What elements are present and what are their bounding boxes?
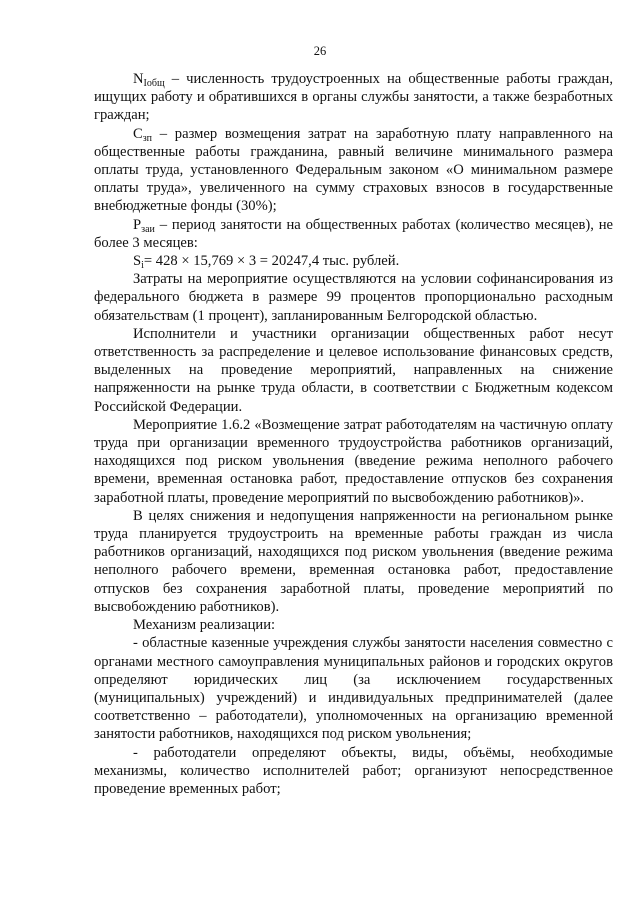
definition-text: – период занятости на общественных работах (количество месяцев), не более 3 месяцев: xyxy=(94,216,613,251)
formula-symbol: S xyxy=(133,253,142,270)
symbol: Р xyxy=(133,216,142,233)
definition-text: – размер возмещения затрат на заработную плату направленного на общественные работы гражданина, равный величине минимального размера оплаты труда, установленного Федеральным законом «О минимальном размере оплаты труда», увеличенного на сумму страховых взносов в государственные внебюджетные фонды (30%); xyxy=(94,125,613,215)
list-item-employment-agencies: - областные казенные учреждения службы занятости населения совместно с органами местного самоуправления муниципальных районов и городских округов определяют юридических лиц (за исключением государственных (муниципальных) учреждений) и индивидуальных предпринимателей (далее соответственно – работодатели), уполномоченных на организацию временной занятости работников, находящихся под риском увольнения; xyxy=(94,635,613,743)
formula xyxy=(94,252,613,270)
list-item-employers: - работодатели определяют объекты, виды, объёмы, необходимые механизмы, количество исполнителей работ; организуют непосредственное проведение временных работ; xyxy=(94,744,613,797)
page-number: 26 xyxy=(313,44,327,58)
paragraph-regional-market: В целях снижения и недопущения напряженности на региональном рынке труда планируется трудоустроить на временные работы граждан из числа работников организаций, находящихся под риском увольнения (введение режима неполного рабочего времени, временная остановка работ, предоставление отпусков без сохранения заработной платы, проведение мероприятий по высвобождению работников). xyxy=(94,507,613,615)
paragraph-measure-1-6-2: Мероприятие 1.6.2 «Возмещение затрат работодателям на частичную оплату труда при организации временного трудоустройства работников организаций, находящихся под риском увольнения (введение режима неполного рабочего времени, временная остановка работ, предоставление отпусков без сохранения заработной платы, проведение мероприятий по высвобождению работников)». xyxy=(94,416,613,506)
definition-n-iobsch xyxy=(94,70,613,125)
symbol: N xyxy=(133,71,144,87)
definition-c-zp xyxy=(94,125,613,216)
symbol-subscript: Іобщ xyxy=(143,78,165,89)
symbol: С xyxy=(133,125,143,142)
formula-subscript: i xyxy=(141,260,144,272)
paragraph-responsibility: Исполнители и участники организации общественных работ несут ответственность за распределение и целевое использование финансовых средств, выделенных на проведение мероприятий, направленных на снижение напряженности на рынке труда области, в соответствии с Бюджетным кодексом Российской Федерации. xyxy=(94,325,613,415)
symbol-subscript: заи xyxy=(141,223,155,235)
paragraph-cofinancing: Затраты на мероприятие осуществляются на условии софинансирования из федерального бюджета в размере 99 процентов пропорционально расходным обязательствам (1 процент), запланированным Белгородской областью. xyxy=(94,271,613,324)
formula-text: = 428 × 15,769 × 3 = 20247,4 тыс. рублей. xyxy=(143,253,400,270)
definition-text: – численность трудоустроенных на общественные работы граждан, ищущих работу и обратившихся в органы службы занятости, а также безработных граждан; xyxy=(94,71,613,124)
definition-p-zai xyxy=(94,216,613,252)
symbol-subscript: зп xyxy=(142,132,153,144)
document-body xyxy=(94,70,613,798)
paragraph-mechanism-heading: Механизм реализации: xyxy=(133,617,276,634)
